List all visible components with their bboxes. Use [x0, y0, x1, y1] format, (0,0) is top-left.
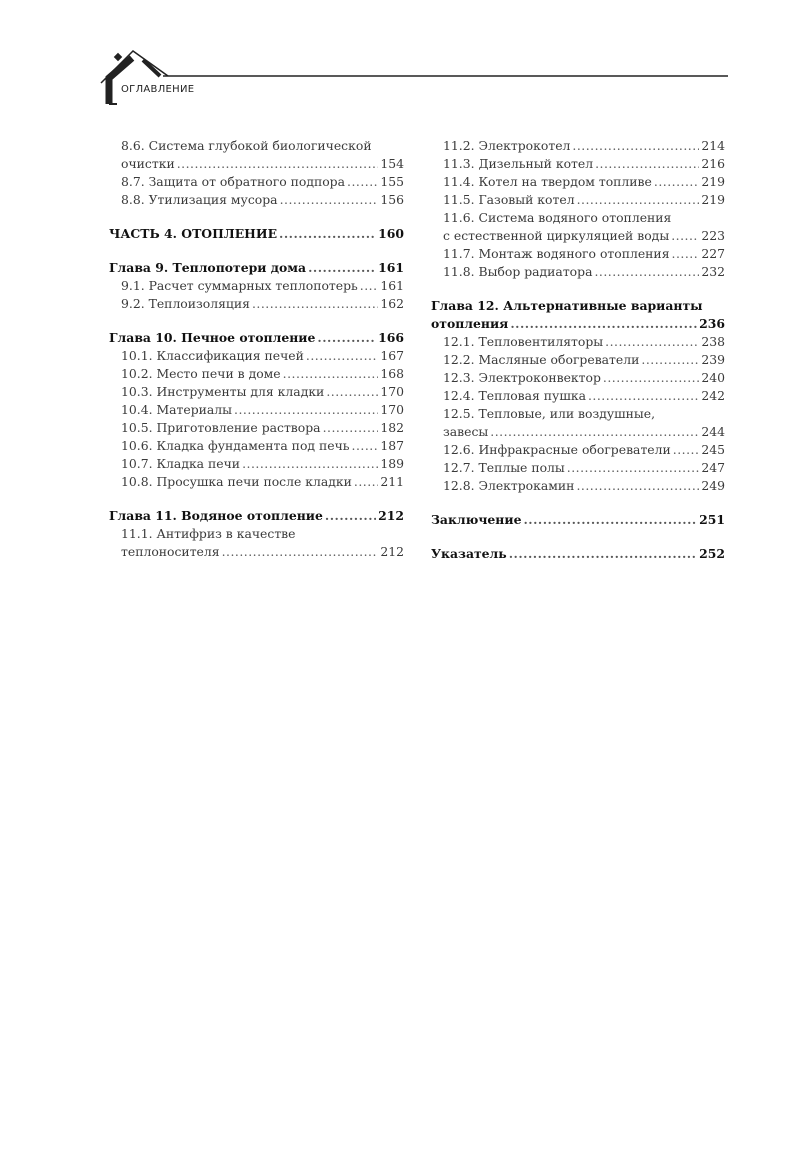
dot-leader	[360, 277, 379, 295]
toc-entry[interactable]	[109, 401, 404, 419]
dot-leader	[326, 383, 378, 401]
toc-entry-title: Глава 12. Альтернативные варианты	[431, 298, 703, 313]
page-number: 214	[701, 138, 725, 153]
toc-entry-title: 10.6. Кладка фундамента под печь	[121, 438, 350, 453]
toc-entry[interactable]	[431, 263, 725, 281]
section-title: ОГЛАВЛЕНИЕ	[121, 84, 195, 95]
toc-entry-title: 12.4. Тепловая пушка	[443, 388, 586, 403]
toc-entry[interactable]	[109, 277, 404, 295]
toc-entry-title: 12.1. Тепловентиляторы	[443, 334, 604, 349]
toc-entry[interactable]	[431, 245, 725, 263]
toc-left-column	[109, 137, 404, 561]
dot-leader	[308, 259, 376, 277]
page-number: 245	[701, 442, 725, 457]
dot-leader	[242, 455, 378, 473]
toc-entry-title: 10.8. Просушка печи после кладки	[121, 474, 352, 489]
toc-entry-title: 11.7. Монтаж водяного отопления	[443, 246, 670, 261]
toc-entry-title-cont: отопления	[431, 316, 509, 331]
dot-leader	[572, 137, 699, 155]
toc-chapter-heading[interactable]	[109, 507, 404, 525]
toc-entry-title: 12.8. Электрокамин	[443, 478, 575, 493]
dot-leader	[317, 329, 376, 347]
dot-leader	[177, 155, 379, 173]
toc-entry-title: 11.2. Электрокотел	[443, 138, 571, 153]
toc-entry[interactable]	[109, 173, 404, 191]
dot-leader	[323, 419, 379, 437]
toc-entry[interactable]	[431, 405, 725, 441]
dot-leader	[641, 351, 699, 369]
toc-entry-title: 10.4. Материалы	[121, 402, 233, 417]
dot-leader	[654, 173, 699, 191]
page-number: 232	[701, 264, 725, 279]
toc-entry-title: 11.8. Выбор радиатора	[443, 264, 593, 279]
page-number: 160	[378, 226, 404, 241]
toc-entry[interactable]	[431, 209, 725, 245]
toc-entry-title: Заключение	[431, 512, 522, 527]
page-number: 156	[380, 192, 404, 207]
toc-entry[interactable]	[431, 441, 725, 459]
toc-entry-title: 10.7. Кладка печи	[121, 456, 241, 471]
page-header	[0, 0, 800, 120]
dot-leader	[671, 227, 699, 245]
dot-leader	[252, 295, 378, 313]
toc-entry-title-cont: теплоносителя	[121, 544, 220, 559]
toc-entry[interactable]	[431, 333, 725, 351]
page-number: 227	[701, 246, 725, 261]
toc-entry[interactable]	[431, 387, 725, 405]
dot-leader	[509, 545, 697, 563]
toc-entry[interactable]	[109, 137, 404, 173]
toc-part-heading[interactable]	[109, 225, 404, 243]
toc-entry-title: 11.5. Газовый котел	[443, 192, 575, 207]
dot-leader	[603, 369, 699, 387]
toc-entry-title: 12.3. Электроконвектор	[443, 370, 601, 385]
dot-leader	[595, 155, 699, 173]
page-number: 154	[380, 156, 404, 171]
toc-chapter-heading[interactable]	[431, 297, 725, 333]
toc-entry[interactable]	[109, 191, 404, 209]
dot-leader	[352, 437, 379, 455]
toc-entry-title: 11.4. Котел на твердом топливе	[443, 174, 652, 189]
dot-leader	[605, 333, 699, 351]
dot-leader	[510, 315, 697, 333]
toc-entry-title: 12.2. Масляные обогреватели	[443, 352, 640, 367]
toc-entry-title: Глава 11. Водяное отопление	[109, 508, 323, 523]
page-number: 251	[699, 512, 725, 527]
toc-entry-title: 8.6. Система глубокой биологической	[121, 138, 372, 153]
toc-entry-title-cont: завесы	[443, 424, 489, 439]
dot-leader	[283, 365, 379, 383]
page-number: 216	[701, 156, 725, 171]
dot-leader	[567, 459, 700, 477]
dot-leader	[222, 543, 379, 561]
toc-entry[interactable]	[431, 137, 725, 155]
toc-entry-title-cont: с естественной циркуляцией воды	[443, 228, 670, 243]
page-number: 187	[380, 438, 404, 453]
dot-leader	[588, 387, 699, 405]
toc-entry[interactable]	[109, 473, 404, 491]
page-number: 244	[701, 424, 725, 439]
page-number: 168	[380, 366, 404, 381]
toc-entry[interactable]	[109, 419, 404, 437]
toc-entry-title: 9.1. Расчет суммарных теплопотерь	[121, 278, 358, 293]
page-number: 189	[380, 456, 404, 471]
toc-entry[interactable]	[109, 383, 404, 401]
toc-entry[interactable]	[109, 437, 404, 455]
page-number: 162	[380, 296, 404, 311]
toc-entry-title: 12.6. Инфракрасные обогреватели	[443, 442, 671, 457]
toc-right-column	[431, 137, 725, 563]
toc-entry-title: 12.7. Теплые полы	[443, 460, 565, 475]
page-number: 170	[380, 384, 404, 399]
dot-leader	[577, 191, 700, 209]
toc-entry-title: 11.1. Антифриз в качестве	[121, 526, 296, 541]
toc-entry[interactable]	[109, 295, 404, 313]
page-number: 161	[378, 260, 404, 275]
page-number: 161	[380, 278, 404, 293]
toc-entry-title: 11.3. Дизельный котел	[443, 156, 594, 171]
toc-index[interactable]	[431, 545, 725, 563]
toc-entry[interactable]	[431, 351, 725, 369]
dot-leader	[673, 441, 700, 459]
page-number: 240	[701, 370, 725, 385]
page-number: 249	[701, 478, 725, 493]
toc-entry[interactable]	[109, 365, 404, 383]
toc-entry-title: Указатель	[431, 546, 507, 561]
dot-leader	[306, 347, 378, 365]
toc-conclusion[interactable]	[431, 511, 725, 529]
dot-leader	[672, 245, 700, 263]
page-number: 239	[701, 352, 725, 367]
toc-entry-title: 10.3. Инструменты для кладки	[121, 384, 325, 399]
page-number: 223	[701, 228, 725, 243]
dot-leader	[279, 225, 376, 243]
page-number: 242	[701, 388, 725, 403]
dot-leader	[325, 507, 376, 525]
toc-entry-title: 10.2. Место печи в доме	[121, 366, 281, 381]
toc-entry-title: 8.7. Защита от обратного подпора	[121, 174, 345, 189]
toc-entry-title: ЧАСТЬ 4. ОТОПЛЕНИЕ	[109, 226, 278, 241]
toc-chapter-heading[interactable]	[109, 259, 404, 277]
page-number: 155	[380, 174, 404, 189]
page-number: 212	[378, 508, 404, 523]
dot-leader	[576, 477, 699, 495]
toc-entry[interactable]	[431, 369, 725, 387]
page-number: 212	[380, 544, 404, 559]
house-roof-icon	[0, 0, 800, 120]
page-number: 219	[701, 174, 725, 189]
dot-leader	[354, 473, 378, 491]
page-number: 247	[701, 460, 725, 475]
dot-leader	[523, 511, 697, 529]
toc-entry-title: 10.1. Классификация печей	[121, 348, 304, 363]
toc-entry-title: 8.8. Утилизация мусора	[121, 192, 278, 207]
page-number: 182	[380, 420, 404, 435]
dot-leader	[280, 191, 379, 209]
page-number: 211	[380, 474, 404, 489]
toc-entry-title: Глава 9. Теплопотери дома	[109, 260, 307, 275]
toc-entry[interactable]	[431, 173, 725, 191]
toc-chapter-heading[interactable]	[109, 329, 404, 347]
page-number: 238	[701, 334, 725, 349]
page-number: 170	[380, 402, 404, 417]
dot-leader	[347, 173, 378, 191]
page-number: 236	[699, 316, 725, 331]
dot-leader	[594, 263, 699, 281]
toc-entry-title: 12.5. Тепловые, или воздушные,	[443, 406, 656, 421]
page-number: 219	[701, 192, 725, 207]
toc-entry-title: Глава 10. Печное отопление	[109, 330, 316, 345]
toc-entry[interactable]	[109, 455, 404, 473]
toc-entry[interactable]	[431, 477, 725, 495]
toc-entry[interactable]	[431, 155, 725, 173]
dot-leader	[490, 423, 699, 441]
page-number: 252	[699, 546, 725, 561]
toc-entry-title: 11.6. Система водяного отопления	[443, 210, 672, 225]
dot-leader	[234, 401, 378, 419]
toc-entry-title-cont: очистки	[121, 156, 175, 171]
toc-entry-title: 10.5. Приготовление раствора	[121, 420, 321, 435]
toc-entry-title: 9.2. Теплоизоляция	[121, 296, 250, 311]
toc-entry[interactable]	[109, 347, 404, 365]
toc-entry[interactable]	[431, 191, 725, 209]
page-number: 166	[378, 330, 404, 345]
toc-entry[interactable]	[109, 525, 404, 561]
toc-entry[interactable]	[431, 459, 725, 477]
page-number: 167	[380, 348, 404, 363]
